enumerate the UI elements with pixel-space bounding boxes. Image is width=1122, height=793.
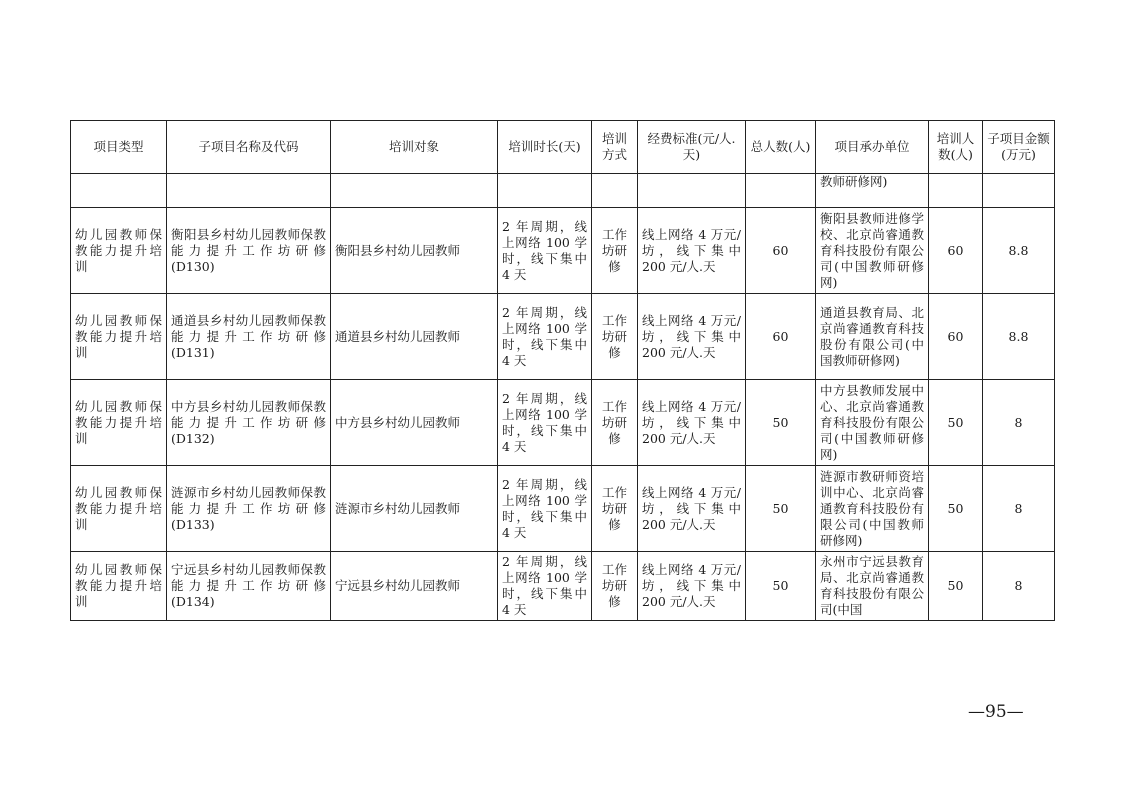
cell-trainees: 50 [929, 552, 983, 621]
cell-trainees: 60 [929, 294, 983, 380]
cell-duration: 2 年周期，线上网络 100 学时，线下集中 4 天 [498, 208, 592, 294]
cell-cost: 线上网络 4 万元/坊，线下集中 200 元/人.天 [638, 552, 746, 621]
cell-unit: 中方县教师发展中心、北京尚睿通教育科技股份有限公司(中国教师研修网) [816, 380, 929, 466]
cell-type: 幼儿园教师保教能力提升培训 [71, 380, 167, 466]
cell-method: 工作坊研修 [592, 380, 638, 466]
cell-unit: 衡阳县教师进修学校、北京尚睿通教育科技股份有限公司(中国教师研修网) [816, 208, 929, 294]
cell-type: 幼儿园教师保教能力提升培训 [71, 552, 167, 621]
cell-name: 衡阳县乡村幼儿园教师保教能力提升工作坊研修(D130) [167, 208, 331, 294]
cell-unit: 永州市宁远县教育局、北京尚睿通教育科技股份有限公司(中国 [816, 552, 929, 621]
table-row [71, 208, 1055, 294]
table-row [71, 552, 1055, 621]
cell-trainees: 50 [929, 380, 983, 466]
cell-name: 中方县乡村幼儿园教师保教能力提升工作坊研修(D132) [167, 380, 331, 466]
table-row [71, 380, 1055, 466]
cell-cost: 线上网络 4 万元/坊，线下集中 200 元/人.天 [638, 380, 746, 466]
cell-target: 衡阳县乡村幼儿园教师 [331, 208, 498, 294]
cell-duration: 2 年周期，线上网络 100 学时，线下集中 4 天 [498, 380, 592, 466]
cell-total-people: 60 [746, 208, 816, 294]
header-target: 培训对象 [331, 121, 498, 174]
table-row [71, 294, 1055, 380]
header-unit: 项目承办单位 [816, 121, 929, 174]
header-name: 子项目名称及代码 [167, 121, 331, 174]
header-duration: 培训时长(天) [498, 121, 592, 174]
cell-duration: 2 年周期，线上网络 100 学时，线下集中 4 天 [498, 466, 592, 552]
cell-total-people: 50 [746, 380, 816, 466]
cell-unit: 通道县教育局、北京尚睿通教育科技股份有限公司(中国教师研修网) [816, 294, 929, 380]
cell-target: 涟源市乡村幼儿园教师 [331, 466, 498, 552]
cell-total-people: 50 [746, 552, 816, 621]
cell-target: 中方县乡村幼儿园教师 [331, 380, 498, 466]
cell-target: 通道县乡村幼儿园教师 [331, 294, 498, 380]
table-row [71, 466, 1055, 552]
cell-cost: 线上网络 4 万元/坊，线下集中 200 元/人.天 [638, 294, 746, 380]
cell-name: 通道县乡村幼儿园教师保教能力提升工作坊研修(D131) [167, 294, 331, 380]
header-amount: 子项目金额(万元) [983, 121, 1055, 174]
cell-total-people: 60 [746, 294, 816, 380]
cell-type: 幼儿园教师保教能力提升培训 [71, 294, 167, 380]
cell-amount: 8.8 [983, 208, 1055, 294]
cell-amount: 8 [983, 552, 1055, 621]
cell-method: 工作坊研修 [592, 466, 638, 552]
cell-type: 幼儿园教师保教能力提升培训 [71, 208, 167, 294]
header-row [71, 121, 1055, 174]
cell-name: 宁远县乡村幼儿园教师保教能力提升工作坊研修(D134) [167, 552, 331, 621]
cell-total-people: 50 [746, 466, 816, 552]
continuation-unit: 教师研修网) [816, 174, 929, 208]
training-project-table [70, 120, 1055, 621]
cell-type: 幼儿园教师保教能力提升培训 [71, 466, 167, 552]
cell-unit: 涟源市教研师资培训中心、北京尚睿通教育科技股份有限公司(中国教师研修网) [816, 466, 929, 552]
cell-cost: 线上网络 4 万元/坊，线下集中 200 元/人.天 [638, 208, 746, 294]
header-cost: 经费标准(元/人.天) [638, 121, 746, 174]
continuation-row [71, 174, 1055, 208]
cell-trainees: 60 [929, 208, 983, 294]
cell-method: 工作坊研修 [592, 294, 638, 380]
cell-trainees: 50 [929, 466, 983, 552]
cell-duration: 2 年周期，线上网络 100 学时，线下集中 4 天 [498, 294, 592, 380]
cell-amount: 8 [983, 466, 1055, 552]
header-trainees: 培训人数(人) [929, 121, 983, 174]
header-method: 培训方式 [592, 121, 638, 174]
header-total-people: 总人数(人) [746, 121, 816, 174]
cell-name: 涟源市乡村幼儿园教师保教能力提升工作坊研修(D133) [167, 466, 331, 552]
cell-amount: 8 [983, 380, 1055, 466]
cell-method: 工作坊研修 [592, 552, 638, 621]
cell-method: 工作坊研修 [592, 208, 638, 294]
cell-duration: 2 年周期，线上网络 100 学时，线下集中 4 天 [498, 552, 592, 621]
cell-cost: 线上网络 4 万元/坊，线下集中 200 元/人.天 [638, 466, 746, 552]
header-type: 项目类型 [71, 121, 167, 174]
cell-amount: 8.8 [983, 294, 1055, 380]
cell-target: 宁远县乡村幼儿园教师 [331, 552, 498, 621]
page-number: —95— [968, 702, 1024, 722]
